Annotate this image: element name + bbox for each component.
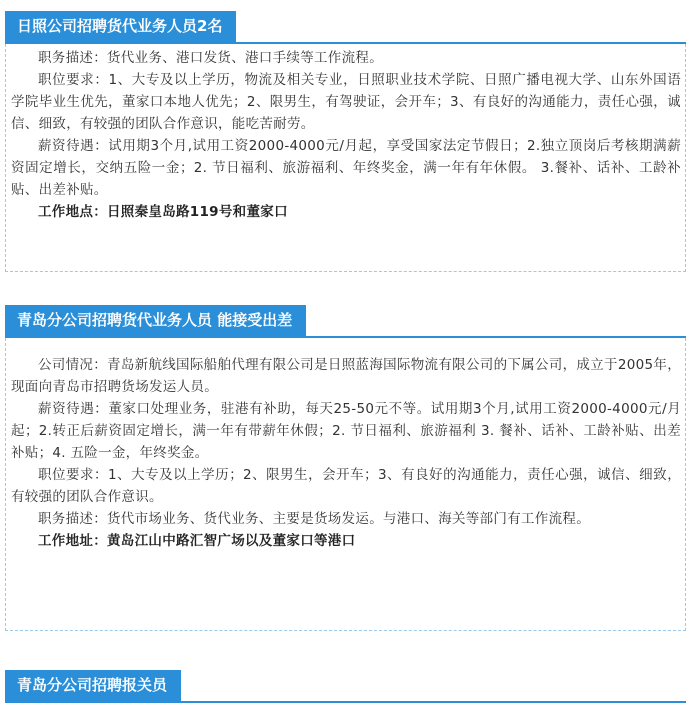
job-requirements: 职位要求：1、大专及以上学历，物流及相关专业，日照职业技术学院、日照广播电视大学、山东外国语学院毕业生优先，董家口本地人优先；2、限男生，有驾驶证，会开车；3、有良好的沟通能力，责任心强，诚信、细致，有较强的团队合作意识，能吃苦耐劳。 [11,72,681,132]
job-section-rizhao [5,11,686,272]
job-section-qingdao-forwarding [5,305,686,631]
job-title: 日照公司招聘货代业务人员2名 [5,11,236,42]
job-location: 工作地址：黄岛江山中路汇智广场以及董家口等港口 [38,533,356,549]
job-location: 工作地点：日照秦皇岛路119号和董家口 [38,204,288,220]
job-section-qingdao-customs [5,670,686,703]
job-title: 青岛分公司招聘报关员 [5,670,181,701]
job-description: 职务描述：货代业务、港口发货、港口手续等工作流程。 [38,50,383,66]
job-title: 青岛分公司招聘货代业务人员 能接受出差 [5,305,306,336]
job-requirements: 职位要求：1、大专及以上学历；2、限男生，会开车；3、有良好的沟通能力，责任心强，诚信、细致，有较强的团队合作意识。 [11,467,681,505]
job-salary: 薪资待遇：董家口处理业务，驻港有补助，每天25-50元不等。试用期3个月,试用工资2000-4000元/月起；2.转正后薪资固定增长，满一年有带薪年休假；2. 节日福利、旅游福利 3. 餐补、话补、工龄补贴、出差补贴；4. 五险一金，年终奖金。 [11,401,681,461]
job-header [5,11,686,44]
job-header [5,670,686,703]
job-header [5,305,686,338]
job-content [5,338,686,631]
job-description: 职务描述：货代市场业务、货代业务、主要是货场发运。与港口、海关等部门有工作流程。 [38,511,590,527]
company-info: 公司情况：青岛新航线国际船舶代理有限公司是日照蓝海国际物流有限公司的下属公司，成立于2005年，现面向青岛市招聘货场发运人员。 [11,357,681,395]
job-salary: 薪资待遇：试用期3个月,试用工资2000-4000元/月起，享受国家法定节假日；2.独立顶岗后考核期满薪资固定增长，交纳五险一金；2. 节日福利、旅游福利、年终奖金，满一年有年休假。 3.餐补、话补、工龄补贴、出差补贴。 [11,138,681,198]
job-content [5,44,686,272]
